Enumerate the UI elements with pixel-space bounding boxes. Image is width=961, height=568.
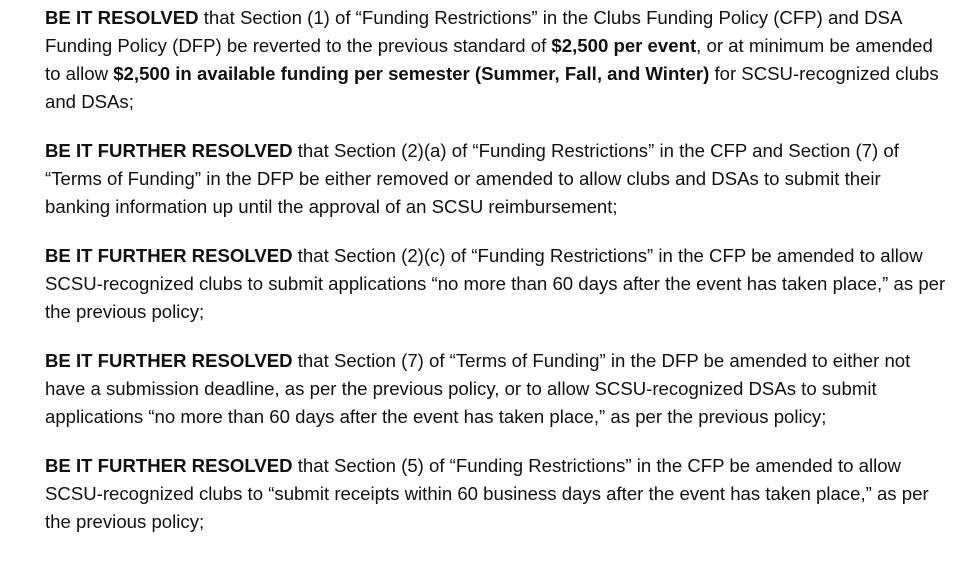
resolution-paragraph-3 xyxy=(45,242,950,326)
resolution-keyword: BE IT RESOLVED xyxy=(45,7,199,28)
resolution-paragraph-1 xyxy=(45,4,950,116)
funding-amount-per-event: $2,500 per event xyxy=(551,35,697,56)
resolution-text: that Section (2)(a) of “Funding Restrictions” in the CFP and Section (7) of “Terms of Funding” in the DFP be either removed or amended to allow clubs and DSAs to submit their banking information up until the approval of an SCSU reimbursement; xyxy=(45,140,899,217)
resolution-paragraph-4 xyxy=(45,347,950,431)
resolution-text: that Section (7) of “Terms of Funding” in the DFP be amended to either not have a submission deadline, as per the previous policy, or to allow SCSU-recognized DSAs to submit applications “no more than 60 days after the event has taken place,” as per the previous policy; xyxy=(45,350,911,427)
resolution-keyword: BE IT FURTHER RESOLVED xyxy=(45,455,293,476)
resolution-paragraph-5 xyxy=(45,452,950,536)
resolution-keyword: BE IT FURTHER RESOLVED xyxy=(45,140,293,161)
resolution-paragraph-2 xyxy=(45,137,950,221)
resolution-text: that Section (5) of “Funding Restrictions” in the CFP be amended to allow SCSU-recognized clubs to “submit receipts within 60 business days after the event has taken place,” as per the previous policy; xyxy=(45,455,929,532)
funding-amount-per-semester: $2,500 in available funding per semester (Summer, Fall, and Winter) xyxy=(113,63,710,84)
resolution-text: that Section (2)(c) of “Funding Restrictions” in the CFP be amended to allow SCSU-recognized clubs to submit applications “no more than 60 days after the event has taken place,” as per the previous policy; xyxy=(45,245,946,322)
resolution-text: that Section (1) of “Funding Restrictions” in the Clubs Funding Policy (CFP) and DSA Funding Policy (DFP) be reverted to the previous standard of xyxy=(45,7,902,56)
document-body xyxy=(45,4,950,536)
resolution-text: for SCSU-recognized clubs and DSAs; xyxy=(45,63,939,112)
resolution-keyword: BE IT FURTHER RESOLVED xyxy=(45,245,293,266)
resolution-keyword: BE IT FURTHER RESOLVED xyxy=(45,350,293,371)
resolution-text: , or at minimum be amended to allow xyxy=(45,35,933,84)
